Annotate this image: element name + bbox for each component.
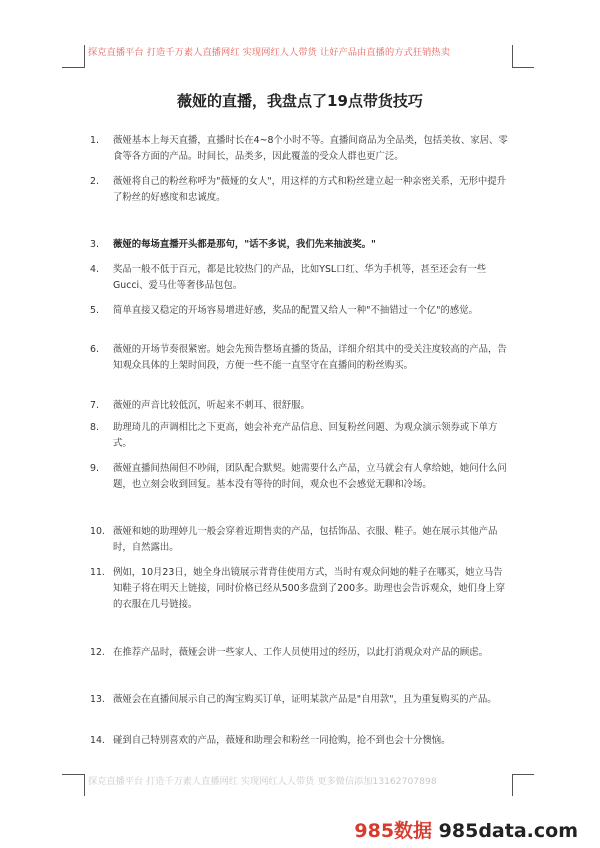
item-text: 奖品一般不低于百元，都是比较热门的产品，比如YSL口红、华为手机等，甚至还会有一些Gucci、爱马仕等奢侈品包包。: [113, 264, 487, 291]
list-item: [90, 237, 510, 253]
crop-mark-top-right-v: [512, 45, 513, 68]
crop-mark-top-left-h: [62, 67, 84, 68]
item-number: 12.: [90, 647, 105, 658]
list-item: [90, 262, 510, 294]
watermark-brand: 985数据: [354, 820, 433, 842]
list-item: [90, 342, 510, 374]
item-number: 13.: [90, 694, 105, 705]
page-header: 探克直播平台 打造千万素人直播网红 实现网红人人带货 让好产品由直播的方式狂销热卖: [88, 47, 450, 58]
list-item: [90, 174, 510, 206]
item-number: 4.: [90, 264, 99, 275]
page-title: 薇娅的直播，我盘点了19点带货技巧: [177, 92, 423, 110]
list-item: [90, 733, 510, 749]
item-text: 薇娅的每场直播开头都是那句，"话不多说，我们先来抽波奖。": [113, 239, 376, 250]
item-text: 薇娅的声音比较低沉，听起来不刺耳、很舒服。: [113, 400, 310, 411]
page-footer: 探克直播平台 打造千万素人直播网红 实现网红人人带货 更多微信添加13162707898: [88, 776, 437, 787]
crop-mark-bottom-left-v: [84, 774, 85, 796]
item-text: 薇娅基本上每天直播，直播时长在4~8个小时不等。直播间商品为全品类，包括美妆、家居、零食等各方面的产品。时间长，品类多，因此覆盖的受众人群也更广泛。: [113, 135, 508, 162]
watermark-domain: 985data.com: [438, 820, 578, 842]
item-text: 薇娅和她的助理婷儿一般会穿着近期售卖的产品，包括饰品、衣服、鞋子。她在展示其他产品时，自然露出。: [113, 526, 498, 553]
item-text: 薇娅的开场节奏很紧密。她会先预告整场直播的货品，详细介绍其中的受关注度较高的产品，告知观众具体的上架时间段，方便一些不能一直坚守在直播间的粉丝购买。: [113, 344, 507, 371]
list-item: [90, 645, 510, 661]
item-text: 简单直接又稳定的开场容易增进好感，奖品的配置又给人一种"不抽错过一个亿"的感觉。: [113, 305, 478, 316]
item-number: 3.: [90, 239, 99, 250]
item-text: 在推荐产品时，薇娅会讲一些家人、工作人员使用过的经历，以此打消观众对产品的顾虑。: [113, 647, 489, 658]
item-text: 薇娅将自己的粉丝称呼为"薇娅的女人"，用这样的方式和粉丝建立起一种亲密关系，无形中提升了粉丝的好感度和忠诚度。: [113, 176, 507, 203]
item-number: 11.: [90, 567, 105, 578]
item-number: 8.: [90, 422, 99, 433]
item-number: 5.: [90, 305, 99, 316]
list-item: [90, 303, 510, 319]
list-item: [90, 398, 510, 414]
crop-mark-top-left-v: [84, 45, 85, 68]
crop-mark-bottom-right-h: [512, 774, 534, 775]
list-item: [90, 565, 510, 613]
list-item: [90, 692, 510, 708]
site-watermark: [354, 816, 578, 843]
item-number: 9.: [90, 463, 99, 474]
item-number: 1.: [90, 135, 99, 146]
crop-mark-top-right-h: [512, 67, 534, 68]
list-item: [90, 461, 510, 493]
list-item: [90, 420, 510, 452]
item-text: 薇娅直播间热闹但不吵闹，团队配合默契。她需要什么产品，立马就会有人拿给她，她问什么问题，也立刻会收到回复。基本没有等待的时间，观众也不会感觉无聊和冷场。: [113, 463, 507, 490]
item-text: 碰到自己特别喜欢的产品，薇娅和助理会和粉丝一同抢购，抢不到也会十分懊恼。: [113, 735, 451, 746]
item-number: 14.: [90, 735, 105, 746]
item-number: 6.: [90, 344, 99, 355]
crop-mark-bottom-left-h: [62, 774, 84, 775]
item-number: 7.: [90, 400, 99, 411]
list-item: [90, 133, 510, 165]
item-text: 薇娅会在直播间展示自己的淘宝购买订单，证明某款产品是"自用款"，且为重复购买的产品。: [113, 694, 497, 705]
list-item: [90, 524, 510, 556]
item-number: 10.: [90, 526, 105, 537]
item-text: 助理琦儿的声调相比之下更高，她会补充产品信息、回复粉丝问题、为观众演示领券或下单方式。: [113, 422, 498, 449]
crop-mark-bottom-right-v: [512, 774, 513, 796]
item-number: 2.: [90, 176, 99, 187]
item-text: 例如，10月23日，她全身出镜展示背背佳使用方式，当时有观众问她的鞋子在哪买，她立马告知鞋子将在明天上链接，同时价格已经从500多盘到了200多。助理也会告诉观众，她们身上穿的衣服在几号链接。: [113, 567, 506, 610]
